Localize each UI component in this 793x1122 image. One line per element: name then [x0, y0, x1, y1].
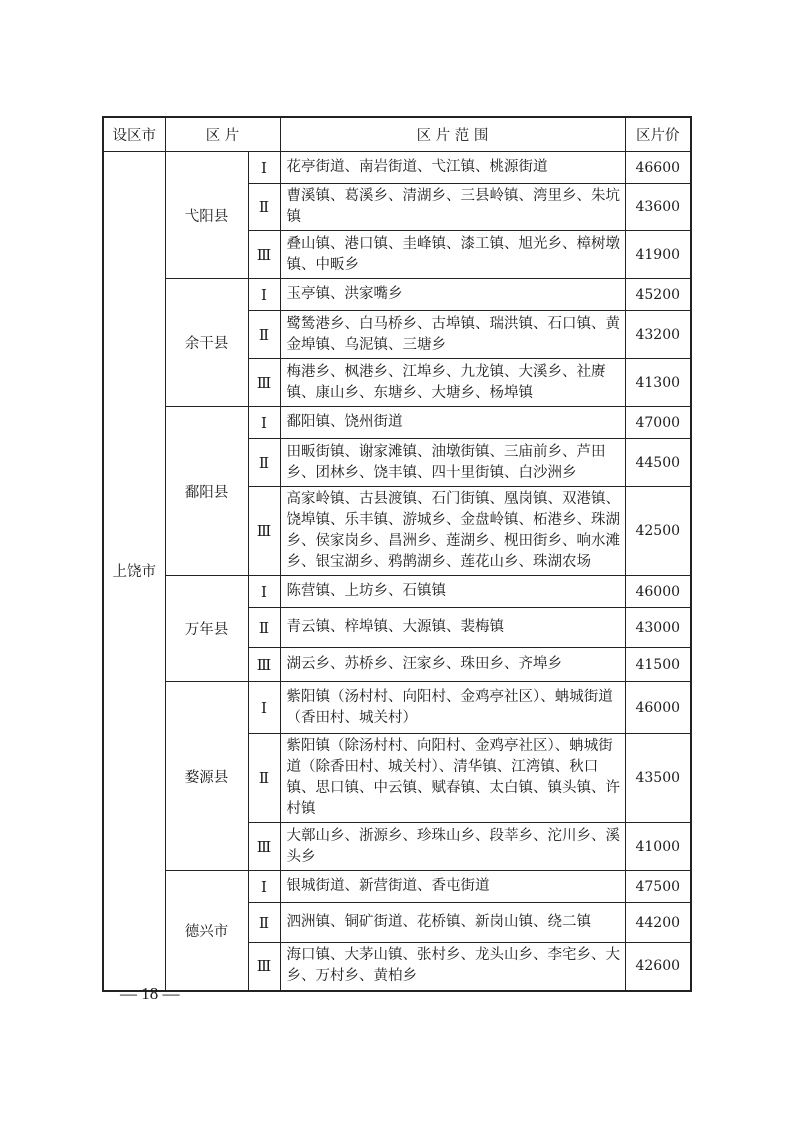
- county-cell: 余干县: [165, 279, 248, 407]
- zone-scope-cell: 海口镇、大茅山镇、张村乡、龙头山乡、李宅乡、大乡、万村乡、黄柏乡: [280, 943, 625, 991]
- zone-price-cell: 46600: [625, 152, 691, 184]
- zone-price-cell: 43000: [625, 608, 691, 648]
- zone-grade-cell: Ⅲ: [248, 823, 280, 871]
- zone-price-cell: 43500: [625, 734, 691, 823]
- header-city: 设区市: [103, 117, 165, 152]
- page-number: — 18 —: [120, 984, 180, 1003]
- county-cell: 德兴市: [165, 871, 248, 991]
- table-body: [103, 152, 691, 991]
- zone-grade-cell: Ⅰ: [248, 871, 280, 903]
- zone-scope-cell: 银城街道、新营街道、香屯街道: [280, 871, 625, 903]
- header-price: 区片价: [625, 117, 691, 152]
- zone-scope-cell: 陈营镇、上坊乡、石镇镇: [280, 576, 625, 608]
- zone-scope-cell: 曹溪镇、葛溪乡、清湖乡、三县岭镇、湾里乡、朱坑镇: [280, 184, 625, 231]
- zone-scope-cell: 泗洲镇、铜矿街道、花桥镇、新岗山镇、绕二镇: [280, 903, 625, 943]
- zone-scope-cell: 鄱阳镇、饶州街道: [280, 407, 625, 439]
- table-row: [103, 871, 691, 903]
- zone-grade-cell: Ⅱ: [248, 184, 280, 231]
- zone-grade-cell: Ⅲ: [248, 487, 280, 576]
- county-cell: 万年县: [165, 576, 248, 682]
- zone-scope-cell: 叠山镇、港口镇、圭峰镇、漆工镇、旭光乡、樟树墩镇、中畈乡: [280, 231, 625, 279]
- table-row: [103, 407, 691, 439]
- zone-scope-cell: 鹭鸶港乡、白马桥乡、古埠镇、瑞洪镇、石口镇、黄金埠镇、乌泥镇、三塘乡: [280, 311, 625, 359]
- zone-grade-cell: Ⅲ: [248, 231, 280, 279]
- zone-price-cell: 46000: [625, 682, 691, 734]
- zone-scope-cell: 梅港乡、枫港乡、江埠乡、九龙镇、大溪乡、社赓镇、康山乡、东塘乡、大塘乡、杨埠镇: [280, 359, 625, 407]
- zone-price-cell: 41000: [625, 823, 691, 871]
- city-cell: 上饶市: [103, 152, 165, 991]
- zone-grade-cell: Ⅲ: [248, 943, 280, 991]
- zone-grade-cell: Ⅰ: [248, 152, 280, 184]
- zone-price-cell: 41900: [625, 231, 691, 279]
- table-row: [103, 152, 691, 184]
- zone-grade-cell: Ⅱ: [248, 734, 280, 823]
- zone-grade-cell: Ⅱ: [248, 903, 280, 943]
- zone-price-cell: 41300: [625, 359, 691, 407]
- header-row: [103, 117, 691, 152]
- county-cell: 婺源县: [165, 682, 248, 871]
- zone-scope-cell: 花亭街道、南岩街道、弋江镇、桃源街道: [280, 152, 625, 184]
- zone-price-cell: 43200: [625, 311, 691, 359]
- zone-price-cell: 45200: [625, 279, 691, 311]
- table-row: [103, 576, 691, 608]
- zone-scope-cell: 田畈街镇、谢家滩镇、油墩街镇、三庙前乡、芦田乡、团林乡、饶丰镇、四十里街镇、白沙洲乡: [280, 439, 625, 487]
- zone-price-cell: 47000: [625, 407, 691, 439]
- table-row: [103, 279, 691, 311]
- header-zone: 区 片: [165, 117, 280, 152]
- zone-price-cell: 47500: [625, 871, 691, 903]
- zone-grade-cell: Ⅰ: [248, 682, 280, 734]
- zone-grade-cell: Ⅲ: [248, 359, 280, 407]
- zone-scope-cell: 湖云乡、苏桥乡、汪家乡、珠田乡、齐埠乡: [280, 648, 625, 682]
- zone-scope-cell: 紫阳镇（汤村村、向阳村、金鸡亭社区）、蚺城街道（香田村、城关村）: [280, 682, 625, 734]
- zone-grade-cell: Ⅰ: [248, 279, 280, 311]
- zone-price-cell: 41500: [625, 648, 691, 682]
- table-row: [103, 682, 691, 734]
- zone-price-cell: 42600: [625, 943, 691, 991]
- header-scope: 区 片 范 围: [280, 117, 625, 152]
- zone-grade-cell: Ⅱ: [248, 311, 280, 359]
- zone-scope-cell: 紫阳镇（除汤村村、向阳村、金鸡亭社区）、蚺城街道（除香田村、城关村）、清华镇、江湾镇、秋口镇、思口镇、中云镇、赋春镇、太白镇、镇头镇、许村镇: [280, 734, 625, 823]
- zone-grade-cell: Ⅱ: [248, 439, 280, 487]
- zone-scope-cell: 青云镇、梓埠镇、大源镇、裴梅镇: [280, 608, 625, 648]
- county-cell: 鄱阳县: [165, 407, 248, 576]
- zone-price-cell: 46000: [625, 576, 691, 608]
- zone-price-cell: 42500: [625, 487, 691, 576]
- land-price-table: [102, 116, 692, 992]
- zone-grade-cell: Ⅱ: [248, 608, 280, 648]
- zone-price-cell: 44200: [625, 903, 691, 943]
- zone-scope-cell: 高家岭镇、古县渡镇、石门街镇、凰岗镇、双港镇、饶埠镇、乐丰镇、游城乡、金盘岭镇、柘港乡、珠湖乡、侯家岗乡、昌洲乡、莲湖乡、枧田街乡、响水滩乡、银宝湖乡、鸦鹊湖乡、莲花山乡、珠湖农场: [280, 487, 625, 576]
- zone-scope-cell: 大鄣山乡、浙源乡、珍珠山乡、段莘乡、沱川乡、溪头乡: [280, 823, 625, 871]
- county-cell: 弋阳县: [165, 152, 248, 279]
- zone-grade-cell: Ⅰ: [248, 407, 280, 439]
- zone-scope-cell: 玉亭镇、洪家嘴乡: [280, 279, 625, 311]
- zone-price-cell: 43600: [625, 184, 691, 231]
- zone-price-cell: 44500: [625, 439, 691, 487]
- zone-grade-cell: Ⅰ: [248, 576, 280, 608]
- zone-grade-cell: Ⅲ: [248, 648, 280, 682]
